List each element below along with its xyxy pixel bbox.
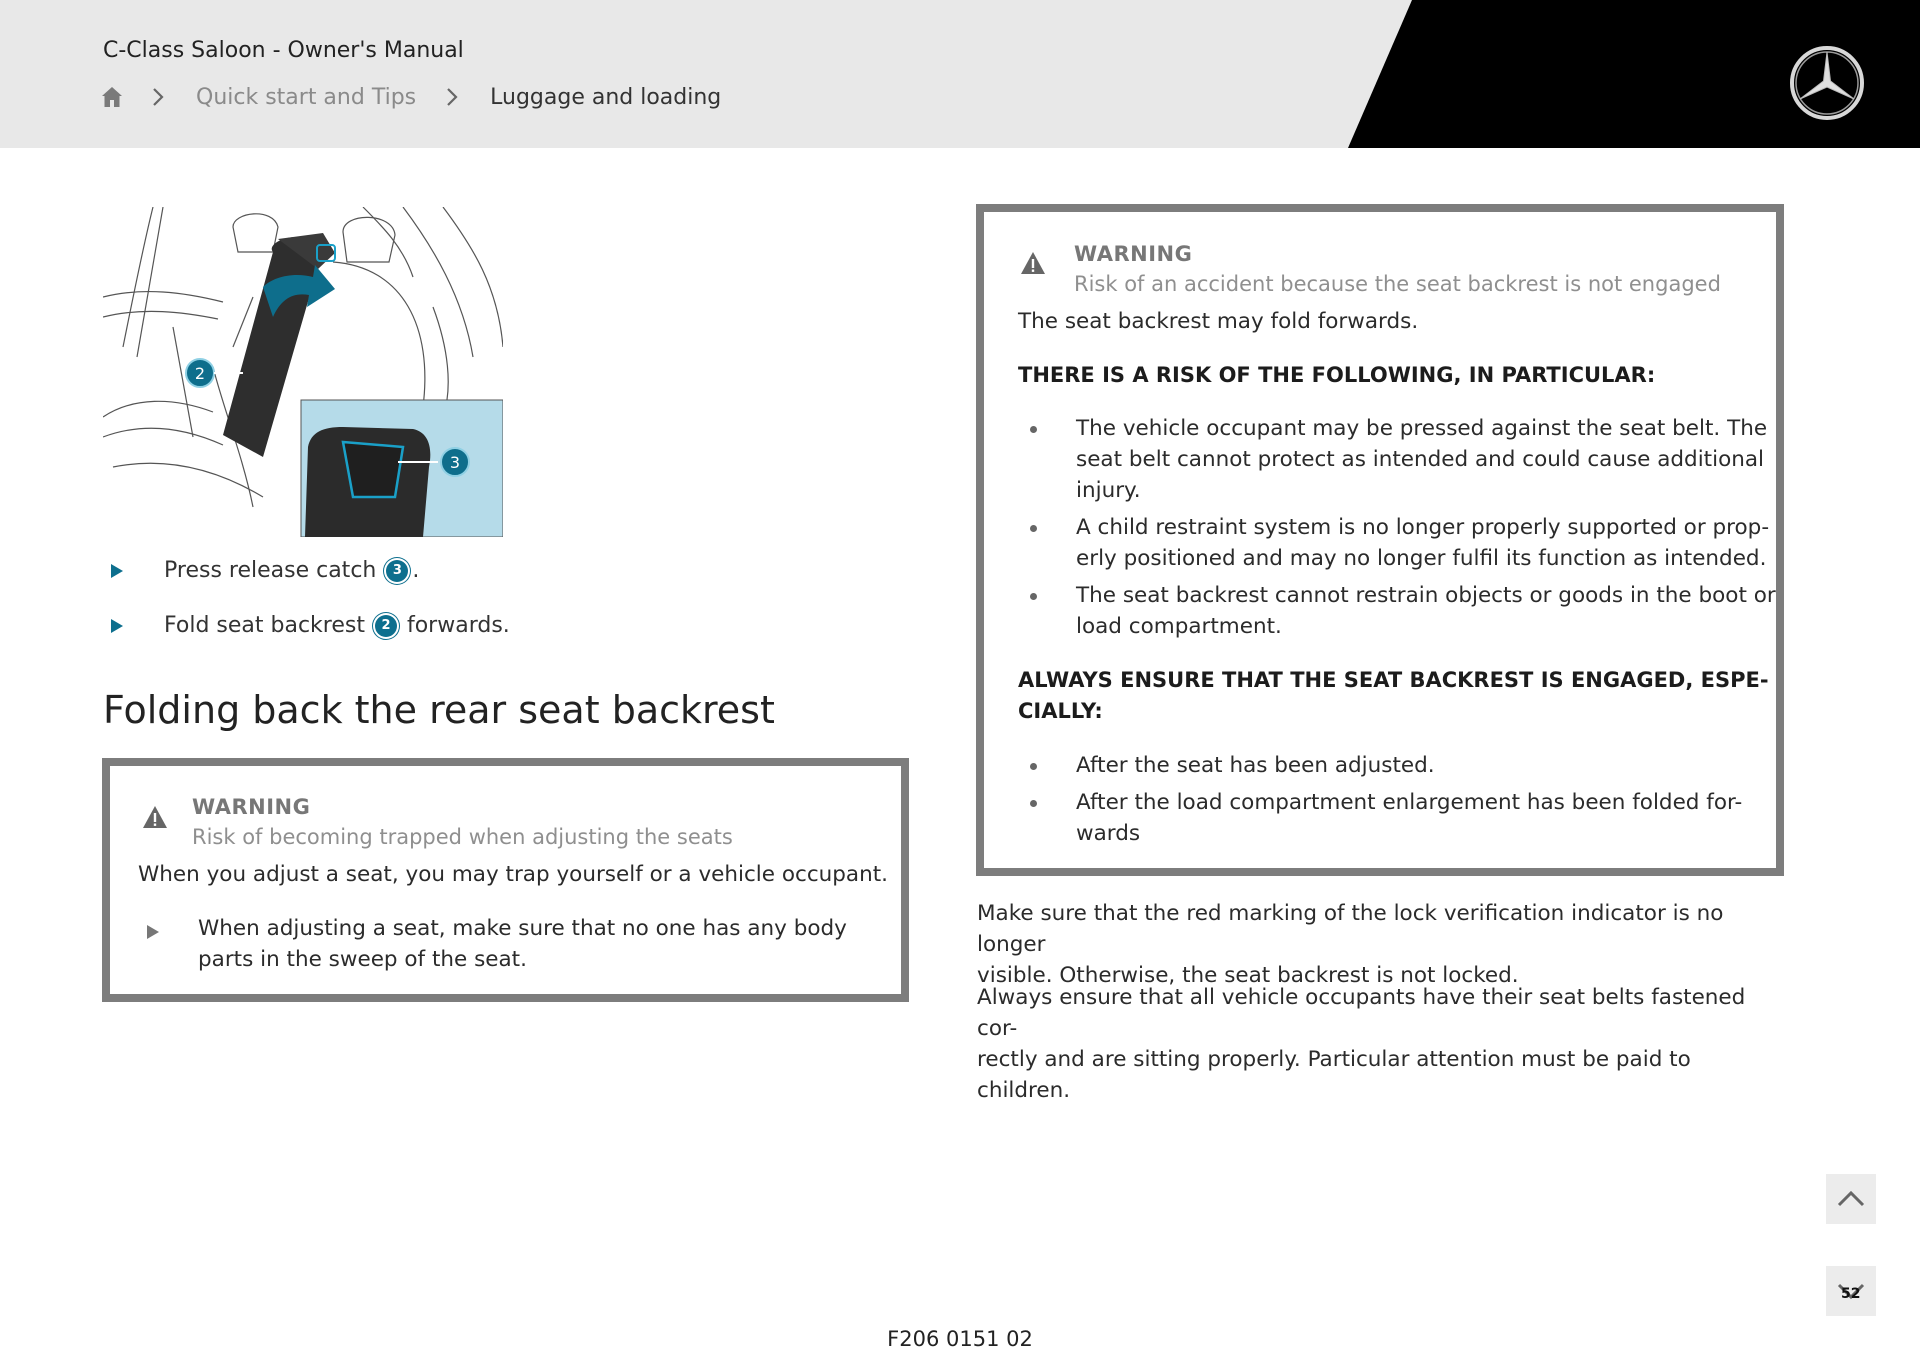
chevron-right-icon (444, 87, 460, 107)
step-fold-seat-backrest (110, 613, 510, 638)
warning-label: WARNING (1074, 242, 1193, 266)
ensure-heading: ALWAYS ENSURE THAT THE SEAT BACKREST IS ENGAGED, ESPE- CIALLY: (1018, 668, 1769, 723)
chevron-up-icon (1836, 1184, 1866, 1214)
risk-list (1018, 413, 1778, 648)
callout-3-inline-badge: 3 (386, 560, 408, 582)
warning-triangle-icon (142, 805, 168, 829)
mercedes-star-logo-icon (1788, 44, 1866, 122)
warning-subtitle: Risk of becoming trapped when adjusting the seats (192, 825, 733, 849)
step-text: Fold seat backrest (164, 613, 365, 638)
risk-heading: THERE IS A RISK OF THE FOLLOWING, IN PARTICULAR: (1018, 363, 1656, 387)
rear-seat-illustration (103, 207, 503, 537)
warning-label: WARNING (192, 795, 311, 819)
section-heading: Folding back the rear seat backrest (103, 688, 775, 732)
list-item: The seat backrest cannot restrain objects or goods in the boot or load compartment. (1018, 580, 1778, 642)
paragraph-seat-belts: Always ensure that all vehicle occupants have their seat belts fastened cor- rectly and are sitting properly. Particular attention must be paid to children. (977, 985, 1746, 1103)
warning-body: When you adjust a seat, you may trap yourself or a vehicle occupant. (138, 862, 888, 887)
step-text-suffix: forwards. (406, 613, 510, 638)
document-title: C-Class Saloon - Owner's Manual (103, 38, 464, 63)
warning-box-backrest-not-engaged (976, 204, 1784, 876)
callout-3-label: 3 (449, 453, 461, 472)
warning-body: The seat backrest may fold forwards. (1018, 309, 1419, 334)
list-item: The vehicle occupant may be pressed against the seat belt. The seat belt cannot protect as intended and could cause additional injury. (1018, 413, 1778, 506)
ensure-list (1018, 750, 1778, 855)
step-text-suffix: . (412, 558, 420, 583)
list-item: After the load compartment enlargement has been folded for- wards (1018, 787, 1778, 849)
breadcrumb (100, 80, 721, 114)
warning-box-trapped (102, 758, 909, 1002)
step-text: Press release catch (164, 558, 377, 583)
home-icon[interactable] (100, 85, 124, 109)
illustration-code: F206 0151 02 (887, 1327, 1033, 1351)
step-arrow-icon (110, 618, 124, 634)
warning-step (198, 913, 847, 975)
paragraph-lock-indicator: Make sure that the red marking of the lock verification indicator is no longer visible. Otherwise, the seat backrest is not locked. (977, 901, 1724, 988)
breadcrumb-current-page: Luggage and loading (490, 84, 722, 110)
list-item: After the seat has been adjusted. (1018, 750, 1778, 781)
step-arrow-icon (146, 924, 160, 940)
breadcrumb-link-quick-start[interactable]: Quick start and Tips (196, 84, 417, 110)
callout-2-inline-badge: 2 (375, 615, 397, 637)
step-arrow-icon (110, 563, 124, 579)
callout-2-label: 2 (194, 364, 206, 383)
warning-step-line: parts in the sweep of the seat. (198, 947, 527, 972)
chevron-right-icon (150, 87, 166, 107)
warning-subtitle: Risk of an accident because the seat backrest is not engaged (1074, 272, 1721, 296)
scroll-up-button[interactable] (1826, 1174, 1876, 1224)
warning-triangle-icon (1020, 251, 1046, 275)
list-item: A child restraint system is no longer properly supported or prop- erly positioned and may no longer fulfil its function as intended. (1018, 512, 1778, 574)
warning-step-line: When adjusting a seat, make sure that no one has any body (198, 916, 847, 941)
step-press-release-catch (110, 558, 419, 583)
page-number: 52 (1841, 1286, 1861, 1302)
